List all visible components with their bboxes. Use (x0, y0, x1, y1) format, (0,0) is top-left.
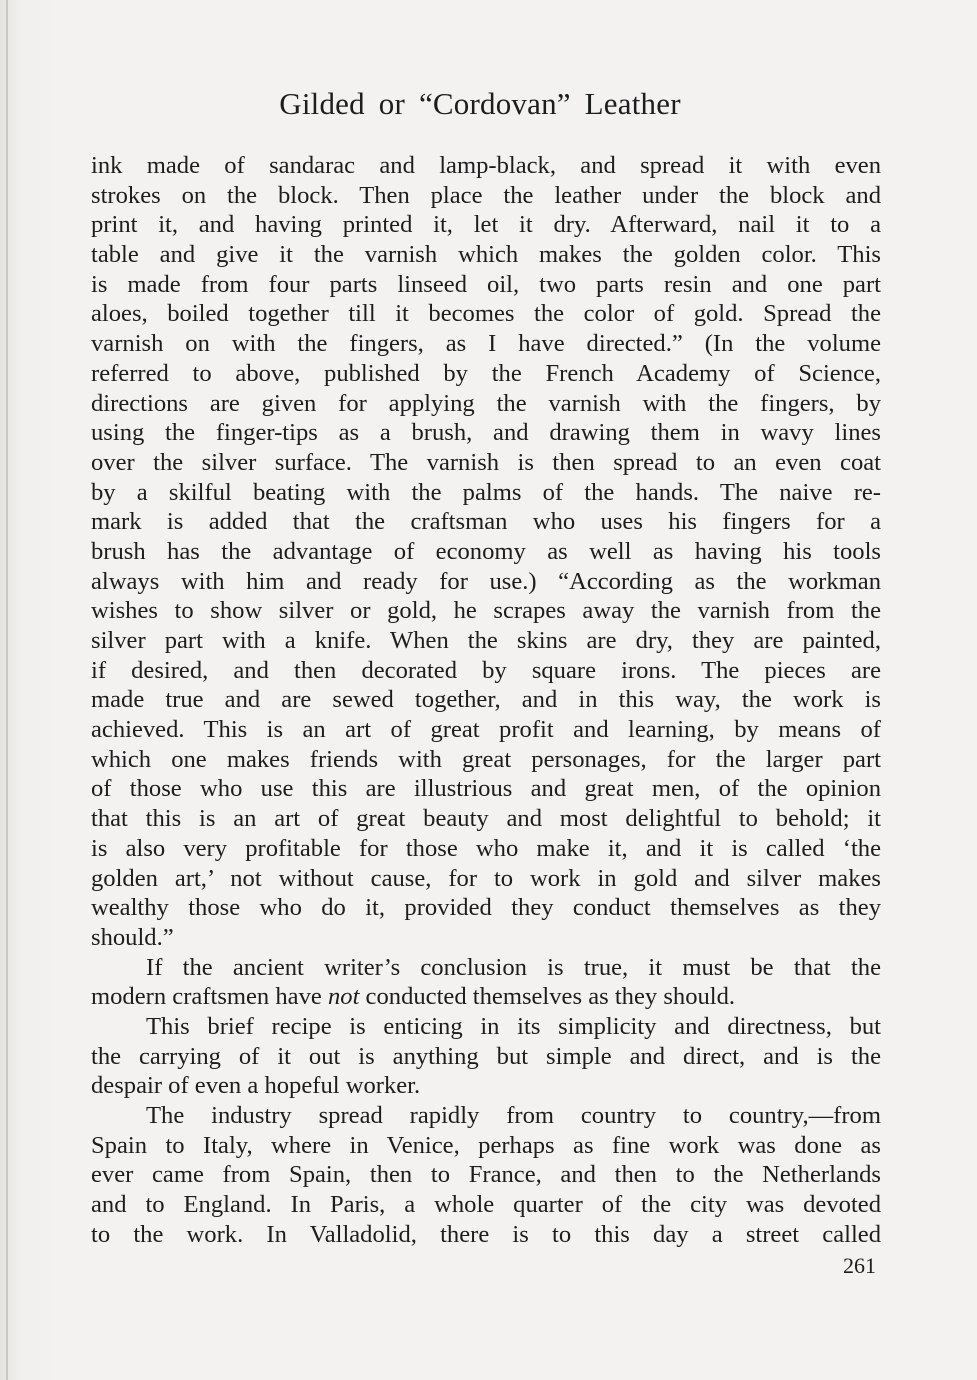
text-line: despair of even a hopeful worker. (91, 1072, 421, 1100)
text-line: achieved. This is an art of great profit and learning, by means of (91, 716, 881, 744)
text-line: directions are given for applying the varnish with the fingers, by (91, 389, 881, 417)
text-line: should.” (91, 923, 174, 951)
text-line: aloes, boiled together till it becomes the color of gold. Spread the (91, 300, 881, 328)
text-line: wealthy those who do it, provided they conduct themselves as they (91, 894, 881, 922)
text-line: to the work. In Valladolid, there is to this day a street called (91, 1220, 881, 1248)
text-line: made true and are sewed together, and in this way, the work is (91, 686, 881, 714)
text-line: mark is added that the craftsman who uses his fingers for a (91, 508, 881, 536)
text-line: is also very profitable for those who make it, and it is called ‘the (91, 834, 881, 862)
text-line: wishes to show silver or gold, he scrapes away the varnish from the (91, 597, 881, 625)
text-line: Spain to Italy, where in Venice, perhaps as fine work was done as (91, 1131, 881, 1159)
text-line: by a skilful beating with the palms of the hands. The naive re- (91, 478, 881, 506)
text-line: varnish on with the fingers, as I have directed.” (In the volume (91, 330, 881, 358)
emphasis: not (327, 983, 360, 1011)
text-line: The industry spread rapidly from country to country,—from (146, 1102, 881, 1129)
text-line: If the ancient writer’s conclusion is true, it must be that the (146, 953, 881, 981)
text-line: table and give it the varnish which makes the golden color. This (91, 241, 881, 269)
text-line: which one makes friends with great personages, for the larger part (91, 745, 881, 773)
text-line: strokes on the block. Then place the leather under the block and (91, 181, 881, 209)
page-number: 261 (843, 1253, 876, 1278)
text-line: over the silver surface. The varnish is then spread to an even coat (91, 448, 881, 476)
body-text (91, 151, 881, 1249)
text-line: golden art,’ not without cause, for to work in gold and silver makes (91, 864, 881, 892)
text-line: ink made of sandarac and lamp-black, and spread it with even (91, 152, 881, 179)
text-line: brush has the advantage of economy as well as having his tools (91, 537, 881, 565)
text-line: that this is an art of great beauty and most delightful to behold; it (91, 805, 881, 833)
text-line: if desired, and then decorated by square irons. The pieces are (91, 656, 881, 684)
text-line: of those who use this are illustrious and great men, of the opinion (91, 775, 881, 803)
text-line: modern craftsmen have not conducted themselves as they should. (91, 983, 736, 1011)
text-line: This brief recipe is enticing in its simplicity and directness, but (146, 1012, 881, 1040)
text-line: print it, and having printed it, let it dry. Afterward, nail it to a (91, 211, 881, 239)
text-line: using the finger-tips as a brush, and drawing them in wavy lines (91, 419, 881, 447)
text-line: always with him and ready for use.) “According as the workman (91, 567, 881, 595)
page-edge (6, 0, 8, 1380)
running-head: Gilded or “Cordovan” Leather (279, 86, 681, 121)
text-line: and to England. In Paris, a whole quarter of the city was devoted (91, 1191, 881, 1219)
text-line: referred to above, published by the French Academy of Science, (91, 359, 881, 387)
text-line: silver part with a knife. When the skins are dry, they are painted, (91, 627, 881, 654)
text-line: ever came from Spain, then to France, and then to the Netherlands (91, 1161, 881, 1189)
text-line: the carrying of it out is anything but simple and direct, and is the (91, 1042, 881, 1070)
text-line: is made from four parts linseed oil, two parts resin and one part (91, 270, 881, 298)
